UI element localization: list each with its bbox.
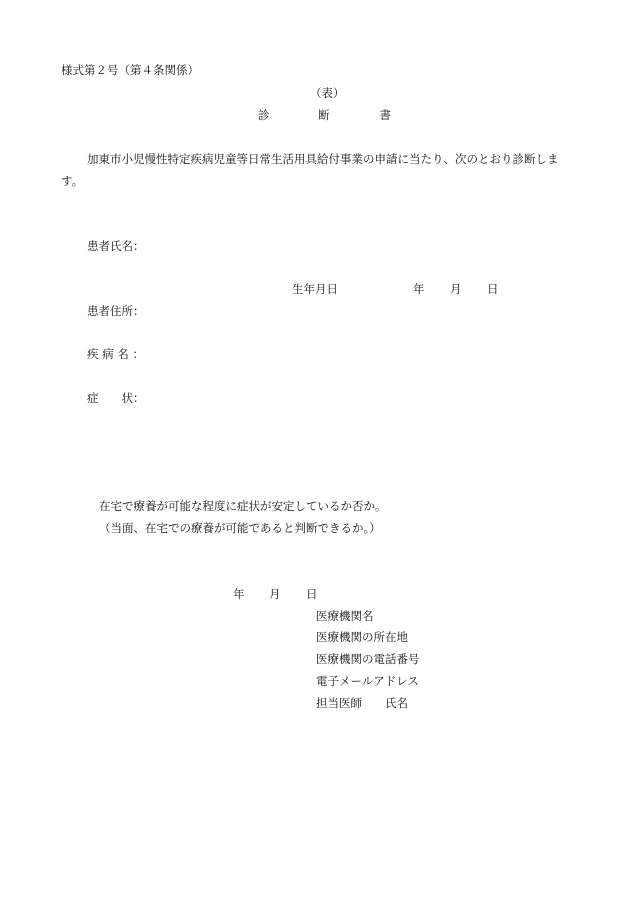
institution-phone-label: 医療機関の電話番号 — [316, 652, 420, 666]
patient-name-label: 患者氏名： — [87, 239, 145, 253]
title-char-3: 書 — [379, 108, 391, 122]
email-label: 電子メールアドレス — [316, 674, 419, 688]
title-char-2: 断 — [318, 108, 330, 122]
patient-address-label: 患者住所： — [87, 304, 145, 318]
institution-name-label: 医療機関名 — [316, 609, 374, 623]
date-day: 日 — [306, 587, 318, 601]
disease-name-label: 疾 病 名 ： — [87, 347, 144, 361]
question-line-1: 在宅で療養が可能な程度に症状が安定しているか否か。 — [99, 499, 387, 513]
date-month: 月 — [269, 587, 281, 601]
birthdate-label: 生年月日 — [292, 282, 338, 296]
institution-address-label: 医療機関の所在地 — [316, 630, 408, 644]
intro-line-1: 加東市小児慢性特定疾病児童等日常生活用具給付事業の申請に当たり、次のとおり診断しま — [87, 152, 559, 166]
intro-line-2: す。 — [61, 174, 84, 188]
doctor-name-label: 担当医師 氏名 — [316, 696, 408, 710]
document-title — [258, 108, 391, 123]
side-label: （表） — [310, 86, 345, 100]
title-char-1: 診 — [258, 108, 270, 122]
date-year: 年 — [233, 587, 245, 601]
symptoms-label: 症 状： — [87, 391, 145, 405]
birth-day: 日 — [487, 282, 499, 296]
question-line-2: （当面、在宅での療養が可能であると判断できるか。） — [99, 521, 381, 535]
birth-year: 年 — [413, 282, 425, 296]
form-number: 様式第２号（第４条関係） — [61, 63, 199, 77]
birth-month: 月 — [450, 282, 462, 296]
